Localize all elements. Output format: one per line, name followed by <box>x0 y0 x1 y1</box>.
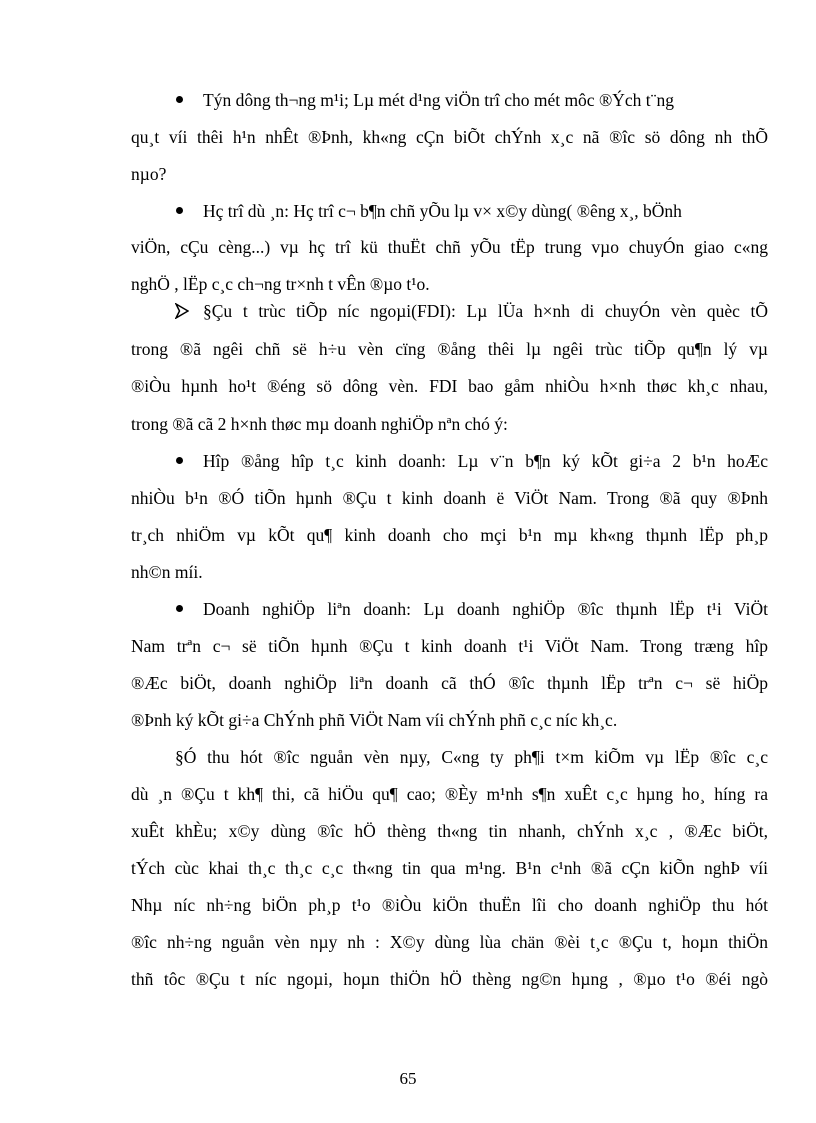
bullet-icon <box>176 605 183 612</box>
paragraph-line-4: tÝch cùc khai th¸c th¸c c¸c th«ng tin qua m¹ng. B¹n c¹nh ®ã cÇn kiÕn nghÞ víi <box>131 858 768 878</box>
fdi-line-2: trong ®ã ngêi chñ së h÷u vèn cïng ®ång thêi lµ ngêi trùc tiÕp qu¶n lý vµ <box>131 339 768 359</box>
fdi-line-4: trong ®ã cã 2 h×nh thøc mµ doanh nghiÖp nªn chó ý: <box>131 414 508 434</box>
fdi-line-1: §Çu t trùc tiÕp níc ngoµi(FDI): Lµ lÜa h×nh di chuyÓn vèn quèc tÕ <box>203 301 768 321</box>
bullet-3-line-1: Hîp ®ång hîp t¸c kinh doanh: Lµ v¨n b¶n ký kÕt gi÷a 2 b¹n hoÆc <box>203 451 768 471</box>
page-number: 65 <box>399 1069 417 1088</box>
bullet-4-line-2: Nam trªn c¬ së tiÕn hµnh ®Çu t kinh doanh t¹i ViÖt Nam. Trong træng hîp <box>131 636 768 656</box>
bullet-2-line-3: nghÖ , lËp c¸c ch¬ng tr×nh t vÊn ®µo t¹o. <box>131 274 430 294</box>
bullet-icon <box>176 207 183 214</box>
bullet-1-line-3: nµo? <box>131 164 167 184</box>
bullet-4-line-4: ®Þnh ký kÕt gi÷a ChÝnh phñ ViÖt Nam víi chÝnh phñ c¸c níc kh¸c. <box>131 710 618 730</box>
bullet-2-line-2: viÖn, cÇu cèng...) vµ hç trî kü thuËt chñ yÕu tËp trung vµo chuyÓn giao c«ng <box>131 237 768 257</box>
bullet-3-line-2: nhiÒu b¹n ®Ó tiÕn hµnh ®Çu t kinh doanh ë ViÖt Nam. Trong ®ã quy ®Þnh <box>131 488 768 508</box>
bullet-4-line-3: ®Æc biÖt, doanh nghiÖp liªn doanh cã thÓ ®îc thµnh lËp trªn c¬ së hiÖp <box>131 673 768 693</box>
bullet-2-line-1: Hç trî dù ¸n: Hç trî c¬ b¶n chñ yÕu lµ v× x©y dùng( ®êng x¸, bÖnh <box>203 201 682 221</box>
bullet-3-line-3: tr¸ch nhiÖm vµ kÕt qu¶ kinh doanh cho mçi b¹n mµ kh«ng thµnh lËp ph¸p <box>131 525 768 545</box>
bullet-1-line-2: qu¸t víi thêi h¹n nhÊt ®Þnh, kh«ng cÇn biÕt chÝnh x¸c nã ®îc sö dông nh thÕ <box>131 127 768 147</box>
bullet-3-line-4: nh©n míi. <box>131 562 203 582</box>
paragraph-line-seven-text: thñ tôc ®Çu t níc ngoµi, hoµn thiÖn hÖ thèng ng©n hµng , ®µo t¹o ®éi ngò <box>131 969 768 989</box>
bullet-4-line-1: Doanh nghiÖp liªn doanh: Lµ doanh nghiÖp ®îc thµnh lËp t¹i ViÖt <box>203 599 768 619</box>
bullet-icon <box>176 96 183 103</box>
paragraph-line-1: §Ó thu hót ®îc nguån vèn nµy, C«ng ty ph¶i t×m kiÕm vµ lËp ®îc c¸c <box>175 747 768 767</box>
fdi-line-3: ®iÒu hµnh ho¹t ®éng sö dông vèn. FDI bao gåm nhiÒu h×nh thøc kh¸c nhau, <box>131 376 768 396</box>
paragraph-line-3: xuÊt khÈu; x©y dùng ®îc hÖ thèng th«ng tin nhanh, chÝnh x¸c , ®Æc biÖt, <box>131 821 768 841</box>
bullet-icon <box>176 457 183 464</box>
paragraph-line-5: Nhµ níc nh÷ng biÖn ph¸p t¹o ®iÒu kiÖn thuËn lîi cho doanh nghiÖp thu hót <box>131 895 768 915</box>
paragraph-line-2: dù ¸n ®Çu t kh¶ thi, cã hiÖu qu¶ cao; ®Èy m¹nh s¶n xuÊt c¸c hµng ho¸ híng ra <box>131 784 768 804</box>
arrow-bullet-icon <box>175 303 189 319</box>
bullet-1-line-1: Týn dông th¬ng m¹i; Lµ mét d¹ng viÖn trî cho mét môc ®Ých t¨ng <box>203 90 674 110</box>
paragraph-line-six-final: ®îc nh÷ng nguån vèn nµy nh : X©y dùng lùa chän ®èi t¸c ®Çu t, hoµn thiÖn <box>131 932 768 952</box>
